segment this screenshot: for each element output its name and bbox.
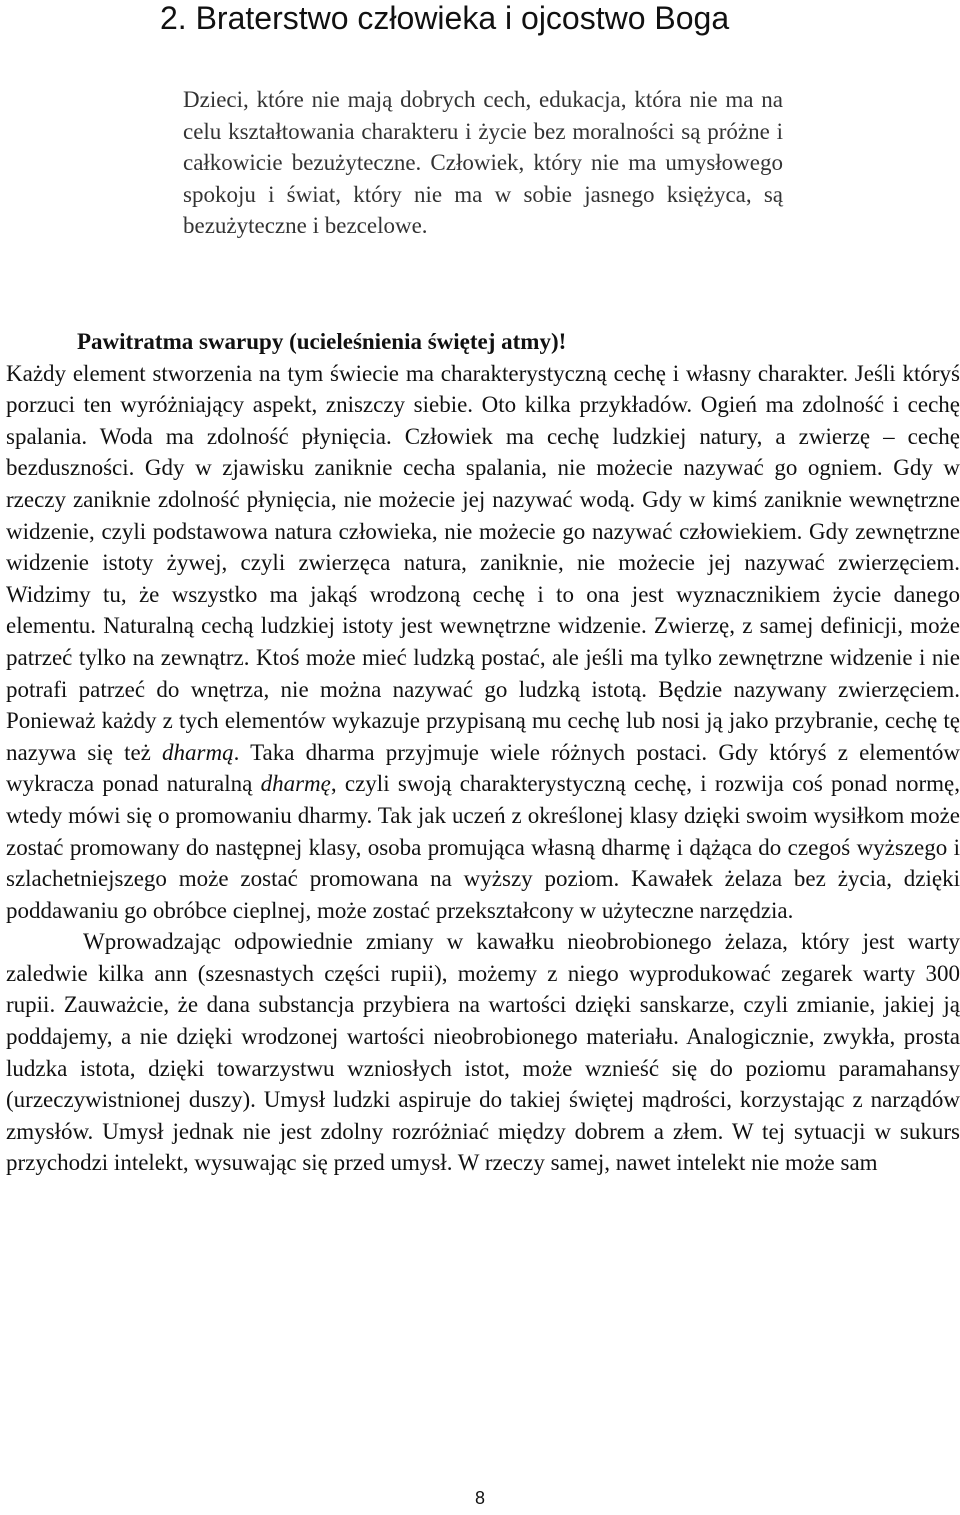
paragraph-1-part-a: Każdy element stworzenia na tym świecie ma charakterystyczną cechę i własny charakter. Jeśli któryś porzuci ten wyróżniający aspekt, zniszczy siebie. Oto kilka przykładów. Ogień ma zdolność i cechę spalania. Woda ma zdolność płynięcia. Człowiek ma cechę ludzkiej natury, a zwierzę – cechę bezduszności. Gdy w zjawisku zaniknie cecha spalania, nie możecie nazywać go ogniem. Gdy w rzeczy zaniknie zdolność płynięcia, nie możecie jej nazywać wodą. Gdy w kimś zaniknie wewnętrzne widzenie, czyli podstawowa natura człowieka, nie możecie go nazywać człowiekiem. Gdy zewnętrzne widzenie istoty żywej, czyli zwierzęca natura, zaniknie, nie możecie jej nazywać zwierzęciem. Widzimy tu, że wszystko ma jakąś wrodzoną cechę i to ona jest wyznacznikiem życie danego elementu. Naturalną cechą ludzkiej istoty jest wewnętrzne widzenie. Zwierzę, z samej definicji, może patrzeć tylko na zewnątrz. Ktoś może mieć ludzką postać, ale jeśli ma tylko zewnętrzne widzenie i nie potrafi patrzeć do wnętrza, nie można nazywać go ludzką istotą. Będzie nazywany zwierzęciem. Ponieważ każdy z tych elementów wykazuje przypisaną mu cechę lub nosi ją jako przybranie, cechę tę nazywa się też — [6, 360, 960, 765]
epigraph-quote: Dzieci, które nie mają dobrych cech, edukacja, która nie ma na celu kształtowania charakteru i życie bez moralności są próżne i całkowicie bezużyteczne. Człowiek, który nie ma umysłowego spokoju i świat, który nie ma w sobie jasnego księżyca, są bezużyteczne i bezcelowe. — [183, 87, 783, 239]
page-number: 8 — [474, 1488, 485, 1508]
body-text — [6, 326, 960, 1179]
paragraph-1-part-c: , czyli swoją charakterystyczną cechę, i rozwija coś ponad normę, wtedy mówi się o promowaniu dharmy. Tak jak uczeń z określonej klasy dzięki swoim wysiłkom może zostać promowany do następnej klasy, osoba promująca własną dharmę i dążąca do czegoś wyższego i szlachetniejszego może zostać promowana na wyższy poziom. Kawałek żelaza bez życia, dzięki poddawaniu go obróbce cieplnej, może zostać przekształcony w użyteczne narzędzia. — [6, 771, 960, 923]
dharma-term: dharmą — [162, 739, 234, 765]
paragraph-1-part-b: . Taka dharma przyjmuje wiele różnych postaci. Gdy któryś z elementów wykracza ponad naturalną — [6, 739, 960, 797]
chapter-title: 2. Braterstwo człowieka i ojcostwo Boga — [160, 0, 730, 36]
dharma-term: dharmę — [260, 771, 331, 797]
paragraph-2: Wprowadzając odpowiednie zmiany w kawałku nieobrobionego żelaza, który jest warty zaledwie kilka ann (szesnastych części rupii), możemy z niego wyprodukować zegarek warty 300 rupii. Zauważcie, że dana substancja przybiera na wartości dzięki sanskarze, czyli zmianie, jakiej ją poddajemy, a nie dzięki wrodzonej wartości nieobrobionego materiału. Analogicznie, zwykła, prosta ludzka istota, dzięki towarzystwu wzniosłych istot, może wznieść się do poziomu paramahansy (urzeczywistnionej duszy). Umysł ludzki aspiruje do takiej świętej mądrości, korzystając z narządów zmysłów. Umysł jednak nie jest zdolny rozróżniać między dobrem a złem. W tej sytuacji w sukurs przychodzi intelekt, wysuwając się przed umysł. W rzeczy samej, nawet intelekt nie może sam — [6, 929, 960, 1176]
section-heading: Pawitratma swarupy (ucieleśnienia świętej atmy)! — [77, 329, 567, 354]
